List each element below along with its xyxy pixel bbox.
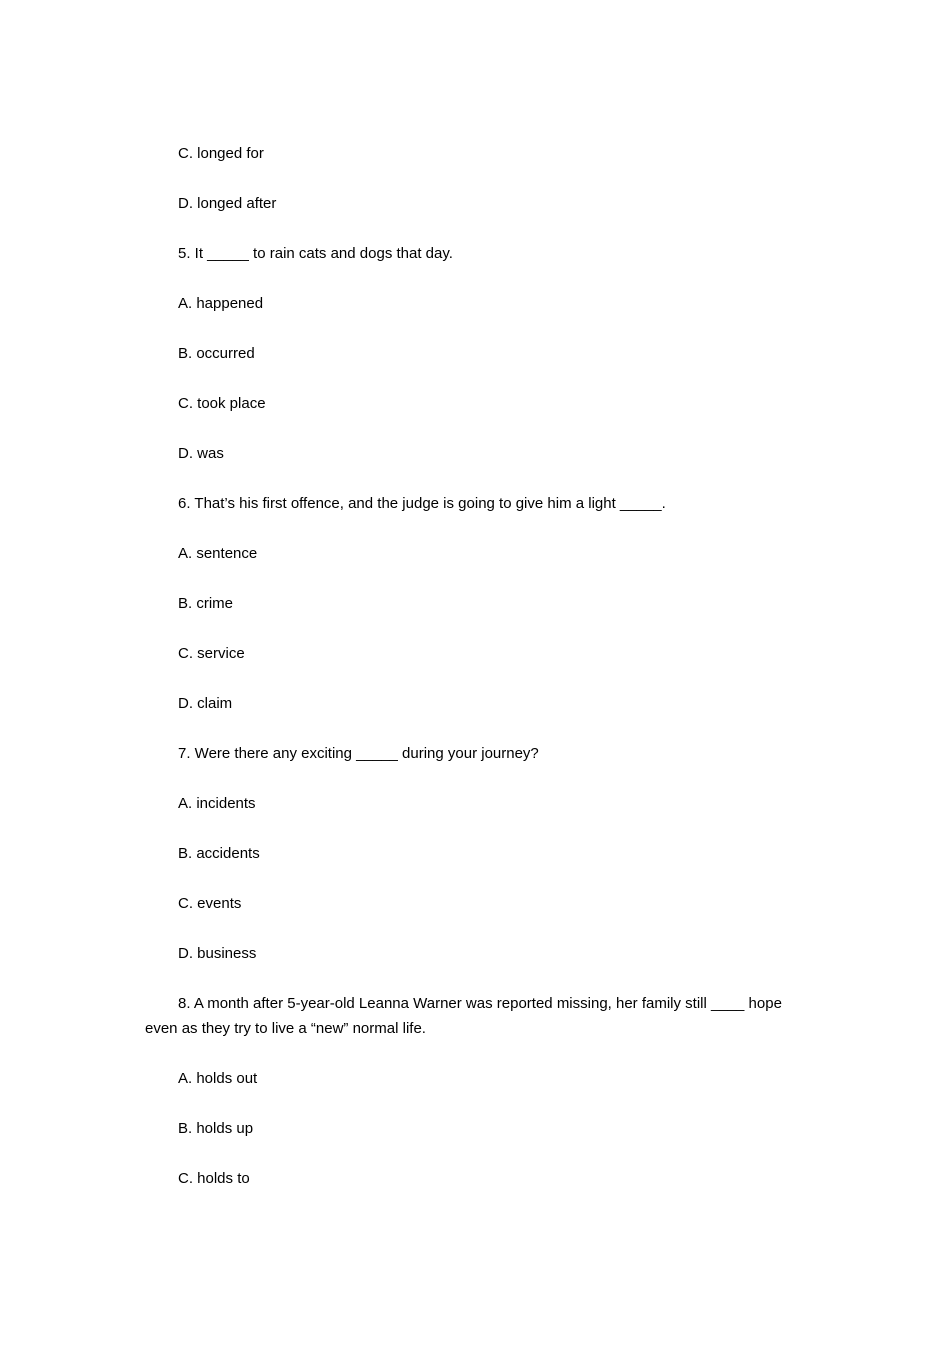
option-a-q6: A. sentence	[178, 545, 258, 562]
question-7: 7. Were there any exciting _____ during your journey?	[178, 745, 539, 762]
option-a-q8: A. holds out	[178, 1070, 258, 1087]
option-b-q7: B. accidents	[178, 845, 260, 862]
option-c-q6: C. service	[178, 645, 245, 662]
option-c-q7: C. events	[178, 895, 242, 912]
option-d-q5: D. was	[178, 445, 224, 462]
option-c-q8: C. holds to	[178, 1170, 250, 1187]
option-b-q8: B. holds up	[178, 1120, 254, 1137]
question-6: 6. That’s his first offence, and the judge is going to give him a light _____.	[178, 495, 666, 512]
option-c-q4: C. longed for	[178, 145, 264, 162]
document-body	[145, 141, 810, 1216]
option-a-q5: A. happened	[178, 295, 264, 312]
option-b-q5: B. occurred	[178, 345, 255, 362]
option-b-q6: B. crime	[178, 595, 234, 612]
option-d-q4: D. longed after	[178, 195, 277, 212]
option-d-q7: D. business	[178, 945, 257, 962]
question-8: 8. A month after 5-year-old Leanna Warner was reported missing, her family still ____ hope even as they try to live a “new” normal life.	[145, 995, 782, 1037]
option-c-q5: C. took place	[178, 395, 266, 412]
option-d-q6: D. claim	[178, 695, 233, 712]
option-a-q7: A. incidents	[178, 795, 256, 812]
question-5: 5. It _____ to rain cats and dogs that day.	[178, 245, 453, 262]
